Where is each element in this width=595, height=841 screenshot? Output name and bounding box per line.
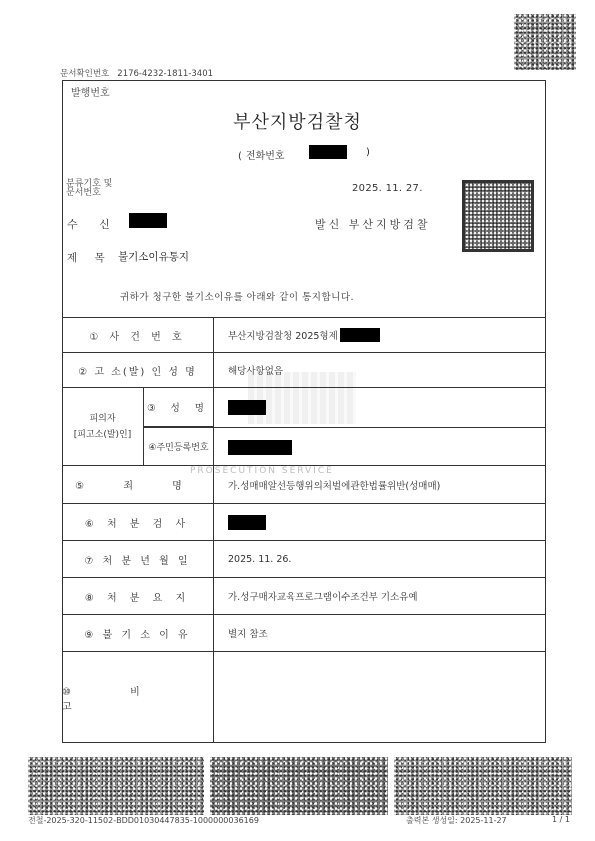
issue-number-label: 발행번호 [71,88,110,99]
table-row [62,614,546,651]
notice-text: 귀하가 청구한 불기소이유를 아래와 같이 통지합니다. [120,292,355,303]
notice-table [62,317,546,743]
document-check-number [60,67,213,79]
phone-open-paren: ( [238,151,242,162]
charge-value: 가.성매매알선등행위의처벌에관한법률위반(성매매) [228,480,441,492]
suspect-row-divider [144,427,546,428]
suspect-name-redaction [228,400,266,415]
table-row [62,503,546,540]
recipient-redaction [129,213,167,228]
reason-label: ⑨ 불 기 소 이 유 [62,615,214,651]
prosecutor-label: ⑥ 처 분 검 사 [62,504,214,540]
suspect-label-line2: [피고소(발)인] [73,430,132,440]
disposition-date-label: ⑦ 처 분 년 월 일 [62,541,214,577]
footer-page-number: 1 / 1 [552,815,570,824]
disposition-date-value: 2025. 11. 26. [228,553,292,565]
subject-label: 제 목 [67,252,105,264]
document-check-value: 2176-4232-1811-3401 [117,69,214,79]
complainant-value: 해당사항없음 [228,366,284,377]
table-row [62,387,546,465]
prosecutor-redaction [228,515,266,530]
watermark-text: PROSECUTION SERVICE [190,466,334,476]
sender: 발신 부산지방검찰 [315,218,431,231]
table-row [62,465,546,503]
subject: 불기소이유통지 [118,251,190,263]
charge-label: ⑤ 죄 명 [62,466,214,503]
suspect-label-line1: 피의자 [89,414,116,424]
security-pattern-left [28,757,204,815]
case-number-text: 부산지방검찰청 2025형제 [228,331,338,342]
complainant-label: ② 고 소(발) 인 성 명 [62,353,214,387]
phone-line [238,147,285,162]
table-row [62,577,546,614]
disposition-summary-label: ⑧ 처 분 요 지 [62,578,214,614]
case-number-redaction [340,328,380,342]
document-qr-code [514,14,576,70]
table-row [62,317,546,352]
table-row [62,352,546,387]
phone-label: 전화번호 [245,151,285,162]
phone-redaction [309,145,347,159]
official-seal [462,180,534,252]
suspect-label [62,388,144,466]
footer-document-id: 전철-2025-320-11502-BDD01030447835-1000000036169 [28,816,259,825]
table-row [62,651,546,743]
rrn-label: ④주민등록번호 [144,427,214,466]
phone-close-paren: ) [366,147,370,158]
table-row [62,540,546,577]
case-number-label: ① 사 건 번 호 [62,318,214,352]
case-number-value [228,318,380,352]
reason-value: 별지 참조 [228,629,268,640]
security-pattern-right [394,757,572,815]
footer-print-date: 출력본 생성일: 2025-11-27 [406,816,507,825]
security-pattern-center [210,757,388,815]
recipient-label: 수 신 [67,218,110,231]
org-title: 부산지방검찰청 [233,112,362,133]
remarks-label: ⑩ 비 고 [62,652,214,743]
document-check-label: 문서확인번호 [60,69,110,79]
suspect-rrn-redaction [228,440,292,455]
document-date: 2025. 11. 27. [352,183,423,194]
classification-label: 분류기호 및 문서번호 [66,179,113,198]
disposition-summary-value: 가.성구매자교육프로그램이수조건부 기소유예 [228,592,418,603]
name-label: ③ 성 명 [144,388,214,427]
